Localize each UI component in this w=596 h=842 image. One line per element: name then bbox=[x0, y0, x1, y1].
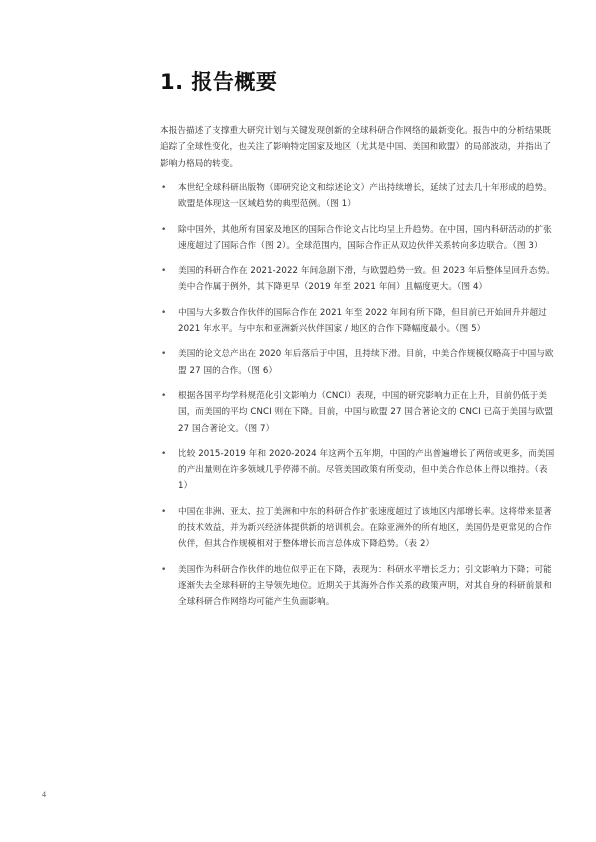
bullet-text: 本世纪全球科研出版物（即研究论文和综述论文）产出持续增长，延续了过去几十年形成的趋势。欧盟是体现这一区域趋势的典型范例。（图 1） bbox=[178, 183, 552, 210]
bullet-item bbox=[150, 180, 556, 213]
bullet-text: 中国与大多数合作伙伴的国际合作在 2021 年至 2022 年间有所下降，但目前已开始回升并超过 2021 年水平。与中东和亚洲新兴伙伴国家 / 地区的合作下降幅度最小。（图 5） bbox=[178, 307, 547, 335]
bullet-text: 美国的论文总产出在 2020 年后落后于中国，且持续下滑。目前，中美合作规模仅略高于中国与欧盟 27 国的合作。（图 6） bbox=[178, 349, 554, 376]
bullet-item bbox=[150, 222, 556, 255]
bullet-dot-icon: • bbox=[161, 183, 167, 193]
bullet-item bbox=[150, 388, 556, 437]
bullet-text: 美国的科研合作在 2021-2022 年间急剧下滑，与欧盟趋势一致。但 2023 年后整体呈回升态势。美中合作属于例外，其下降更早（2019 年至 2021 年间）且幅度更大。（图 4） bbox=[178, 266, 555, 293]
bullet-text: 美国作为科研合作伙伴的地位似乎正在下降，表现为：科研水平增长乏力；引文影响力下降；可能逐渐失去全球科研的主导领先地位。近期关于其海外合作关系的政策声明，对其自身的科研前景和全球科研合作网络均可能产生负面影响。 bbox=[178, 564, 552, 608]
bullet-item bbox=[150, 504, 556, 553]
page-number: 4 bbox=[42, 790, 46, 799]
bullet-item bbox=[150, 346, 556, 379]
bullet-item bbox=[150, 305, 556, 338]
bullet-item bbox=[150, 263, 556, 296]
bullet-dot-icon: • bbox=[161, 564, 167, 575]
bullet-text: 根据各国平均学科规范化引文影响力（CNCI）表现，中国的研究影响力正在上升，目前仍低于美国，而美国的平均 CNCI 则在下降。目前，中国与欧盟 27 国合著论文的 CNCI 已高于美国与欧盟 27 国合著论文。（图 7） bbox=[178, 390, 554, 434]
bullet-item bbox=[150, 446, 556, 495]
bullet-dot-icon: • bbox=[161, 390, 167, 401]
summary-bullet-list bbox=[150, 180, 556, 611]
bullet-dot-icon: • bbox=[161, 506, 167, 517]
bullet-text: 比较 2015-2019 年和 2020-2024 年这两个五年期，中国的产出普遍增长了两倍或更多，而美国的产出量则在许多领域几乎停滞不前。尽管美国政策有所变动，但中美合作总体上得以维持。（表 1） bbox=[178, 448, 555, 492]
bullet-text: 除中国外，其他所有国家及地区的国际合作论文占比均呈上升趋势。在中国，国内科研活动的扩张速度超过了国际合作（图 2）。全球范围内，国际合作正从双边伙伴关系转向多边联合。（图 3） bbox=[178, 224, 552, 251]
bullet-dot-icon: • bbox=[161, 307, 167, 318]
section-title: 1. 报告概要 bbox=[160, 70, 278, 94]
bullet-dot-icon: • bbox=[161, 266, 167, 277]
bullet-dot-icon: • bbox=[161, 349, 167, 360]
bullet-dot-icon: • bbox=[161, 224, 167, 235]
bullet-dot-icon: • bbox=[161, 448, 167, 459]
bullet-text: 中国在非洲、亚太、拉丁美洲和中东的科研合作扩张速度超过了该地区内部增长率。这将带来显著的技术效益，并为新兴经济体提供新的培训机会。在除亚洲外的所有地区，美国仍是更常见的合作伙伴，但其合作规模相对于整体增长而言总体成下降趋势。（表 2） bbox=[178, 506, 552, 550]
intro-paragraph: 本报告描述了支撑重大研究计划与关键发现创新的全球科研合作网络的最新变化。报告中的分析结果既追踪了全球性变化，也关注了影响特定国家及地区（尤其是中国、美国和欧盟）的局部波动，并指出了影响力格局的转变。 bbox=[160, 126, 552, 169]
bullet-item bbox=[150, 562, 556, 611]
